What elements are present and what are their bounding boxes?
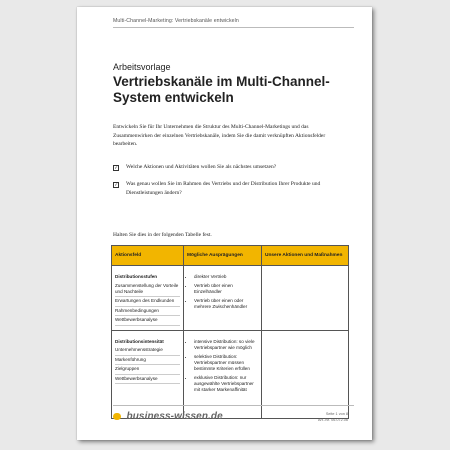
worksheet-table — [111, 245, 349, 419]
checklist-item — [113, 180, 343, 197]
page-info — [318, 412, 348, 423]
action-field-item: Wettbewerbsanalyse — [115, 316, 180, 326]
checklist-item-text: Was genau wollen Sie im Rahmen des Vertriebs und der Distribution Ihrer Produkte und Dienstleistungen ändern? — [126, 181, 321, 196]
table-row — [112, 266, 349, 331]
running-header: Multi-Channel-Marketing: Vertriebskanäle entwickeln — [113, 18, 239, 24]
header-divider — [113, 27, 354, 28]
option-item: • intensive Distribution: so viele Vertriebspartner wie möglich — [194, 339, 258, 351]
checkbox-icon: ✓ — [114, 164, 118, 170]
logo-dot-icon — [113, 413, 121, 421]
brand-logo — [113, 411, 223, 422]
table-intro: Halten Sie dies in der folgenden Tabelle fest. — [113, 232, 212, 238]
action-field-cell — [112, 266, 184, 331]
option-item: • selektive Distribution: Vertriebspartner müssen bestimmte Kriterien erfüllen — [194, 354, 258, 372]
action-field-item: Rahmenbedingungen — [115, 307, 180, 317]
action-field-item: Wettbewerbsanalyse — [115, 375, 180, 385]
option-item: • direkter Vertrieb — [194, 274, 258, 280]
page-number: Seite 1 von 8 — [325, 412, 348, 416]
action-field-item: Unternehmensstrategie — [115, 346, 180, 356]
action-field-item: Erwartungen des Endkunden — [115, 297, 180, 307]
action-field-title: Distributionsintensität — [115, 338, 164, 344]
document-page — [77, 7, 372, 440]
actions-cell[interactable] — [262, 266, 349, 331]
action-field-item: Markenführung — [115, 356, 180, 366]
option-item: • Vertrieb über einen Einzelhändler — [194, 283, 258, 295]
logo-text: business-wissen.de — [126, 411, 223, 422]
column-header-massnahmen: Unsere Aktionen und Maßnahmen — [262, 246, 349, 266]
document-subtitle: Arbeitsvorlage — [113, 62, 171, 72]
checklist-item-text: Welche Aktionen und Aktivitäten wollen Sie als nächstes umsetzen? — [126, 164, 277, 170]
column-header-aktionsfeld: Aktionsfeld — [112, 246, 184, 266]
action-field-item: Zielgruppen — [115, 365, 180, 375]
checklist-item — [113, 163, 343, 172]
intro-paragraph: Entwickeln Sie für Ihr Unternehmen die Struktur des Multi-Channel-Marketings und das Zusammenwirken der einzelnen Vertriebskanäle, indem Sie die damit verknüpften Aktionsfelder bearbeiten. — [113, 124, 326, 148]
options-cell — [184, 266, 262, 331]
option-item: • Vertrieb über einen oder mehrere Zwischenhändler — [194, 298, 258, 310]
table-header-row — [112, 246, 349, 266]
option-item: • exklusive Distribution: nur ausgewählte Vertriebspartner mit starker Markenaffinität — [194, 375, 258, 393]
article-number: Art.-Nr. 06.072.06 — [318, 417, 348, 422]
column-header-auspraegungen: Mögliche Ausprägungen — [184, 246, 262, 266]
checkbox-icon: ✓ — [114, 181, 118, 187]
document-title: Vertriebskanäle im Multi-Channel-System entwickeln — [113, 74, 330, 105]
action-field-title: Distributionsstufen — [115, 274, 158, 279]
action-field-item: Zusammenstellung der Vorteile und Nachteile — [115, 282, 180, 298]
footer-divider — [113, 405, 354, 406]
